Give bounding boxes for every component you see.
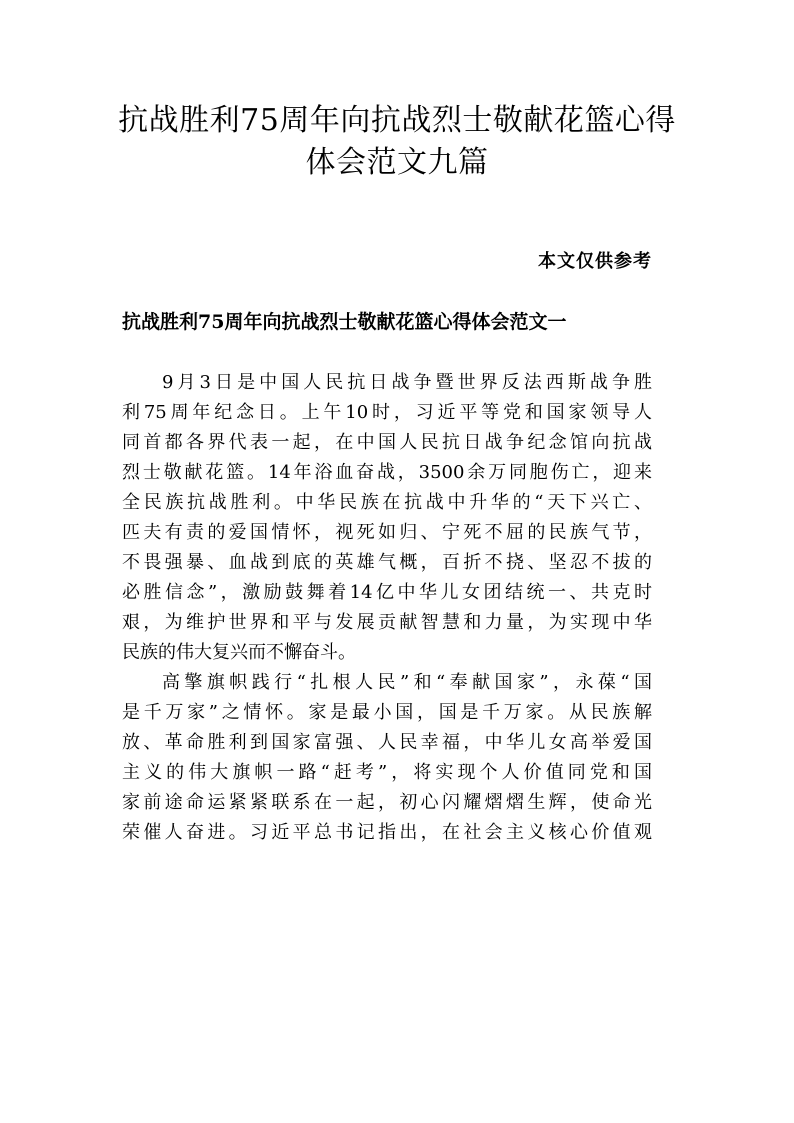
text-line: 烈士敬献花篮。14年浴血奋战，3500余万同胞伤亡，迎来	[122, 462, 652, 483]
section-heading: 抗战胜利75周年向抗战烈士敬献花篮心得体会范文一	[122, 311, 567, 333]
text-line: 9月3日是中国人民抗日战争暨世界反法西斯战争胜	[162, 372, 652, 393]
text-line: 必胜信念”，激励鼓舞着14亿中华儿女团结统一、共克时	[122, 582, 652, 603]
paragraph-1	[122, 368, 652, 668]
text-line: 匹夫有责的爱国情怀，视死如归、宁死不屈的民族气节，	[122, 522, 652, 543]
paragraph-2	[122, 668, 652, 848]
document-title	[100, 100, 694, 184]
text-line: 艰，为维护世界和平与发展贡献智慧和力量，为实现中华	[122, 612, 652, 633]
text-line: 不畏强暴、血战到底的英雄气概，百折不挠、坚忍不拔的	[122, 552, 652, 573]
title-line: 抗战胜利75周年向抗战烈士敬献花篮心得	[118, 103, 676, 138]
text-line: 利75周年纪念日。上午10时，习近平等党和国家领导人	[122, 402, 652, 423]
text-line: 荣催人奋进。习近平总书记指出，在社会主义核心价值观	[122, 822, 652, 843]
text-line: 高擎旗帜践行“扎根人民”和“奉献国家”，永葆“国	[162, 672, 652, 693]
text-line: 是千万家”之情怀。家是最小国，国是千万家。从民族解	[122, 702, 652, 723]
title-line: 体会范文九篇	[305, 145, 489, 180]
text-line: 全民族抗战胜利。中华民族在抗战中升华的“天下兴亡、	[122, 492, 652, 513]
text-line: 家前途命运紧紧联系在一起，初心闪耀熠熠生辉，使命光	[122, 792, 652, 813]
reference-note: 本文仅供参考	[538, 251, 652, 272]
text-line: 主义的伟大旗帜一路“赶考”，将实现个人价值同党和国	[122, 762, 652, 783]
document-body	[122, 368, 652, 848]
text-line: 放、革命胜利到国家富强、人民幸福，中华儿女高举爱国	[122, 732, 652, 753]
text-line: 民族的伟大复兴而不懈奋斗。	[122, 642, 356, 663]
text-line: 同首都各界代表一起，在中国人民抗日战争纪念馆向抗战	[122, 432, 652, 453]
